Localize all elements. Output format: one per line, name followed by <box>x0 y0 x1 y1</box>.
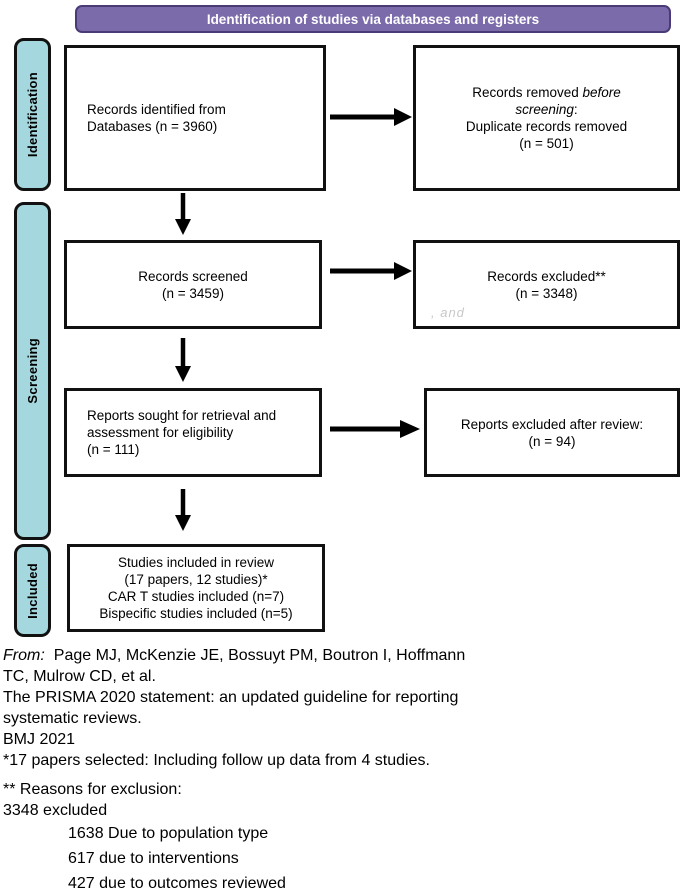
box-text-line: Records screened <box>138 268 248 284</box>
box-text-line: Studies included in review <box>117 555 275 570</box>
citation-line <box>3 645 683 666</box>
box-records-identified <box>64 45 326 191</box>
box-text-line: Duplicate records removed <box>465 119 628 134</box>
box-records-screened <box>64 240 322 329</box>
box-studies-included <box>67 544 325 632</box>
stage-label-screening-text: Screening <box>25 338 40 404</box>
box-text-line: (n = 111) <box>87 442 140 457</box>
footnote-exclusion-reason: 1638 Due to population type <box>68 825 269 842</box>
box-text-line: CAR T studies included (n=7) <box>107 589 285 604</box>
ghost-text-artifact: , and <box>431 305 465 320</box>
stage-label-identification <box>14 38 51 191</box>
box-text-line: Bispecific studies included (n=5) <box>99 606 293 621</box>
box-text-line: (17 papers, 12 studies)* <box>124 572 268 587</box>
box-text-line: Records identified from <box>87 102 226 117</box>
box-reports-sought <box>64 388 322 477</box>
box-text-line: Databases (n = 3960) <box>87 119 218 134</box>
box-records-removed <box>413 45 680 191</box>
footnote-exclusion-reason: 617 due to interventions <box>68 850 239 867</box>
box-text-line: (n = 3348) <box>515 285 578 301</box>
box-text-line: assessment for eligibility <box>87 425 234 440</box>
stage-label-included <box>14 544 51 637</box>
arrow-right-screened-to-excluded <box>330 260 414 282</box>
box-reports-excluded <box>424 388 680 477</box>
box-text-line: Records excluded** <box>487 268 606 284</box>
box-text-line: screening: <box>515 102 578 117</box>
arrow-right-sought-to-reports-excluded <box>330 418 422 440</box>
citation-line: systematic reviews. <box>3 710 142 727</box>
footnote-block <box>3 645 683 896</box>
stage-label-included-text: Included <box>25 562 40 619</box>
box-text-line: (n = 501) <box>519 136 574 151</box>
diagram-title: Identification of studies via databases and registers <box>206 11 540 27</box>
citation-line: BMJ 2021 <box>3 731 76 748</box>
arrow-down-screened-to-sought <box>172 338 194 384</box>
box-records-excluded <box>413 240 680 329</box>
footnote-papers-selected: *17 papers selected: Including follow up data from 4 studies. <box>3 752 430 769</box>
box-text-line: Reports sought for retrieval and <box>87 408 277 423</box>
footnote-excluded-total: 3348 excluded <box>3 802 108 819</box>
box-text-line: (n = 94) <box>528 433 576 449</box>
footnote-exclusion-reason: 427 due to outcomes reviewed <box>68 875 286 892</box>
arrow-down-sought-to-included <box>172 489 194 533</box>
citation-line: TC, Mulrow CD, et al. <box>3 668 156 685</box>
arrow-right-identified-to-removed <box>330 106 414 128</box>
box-text-line: Reports excluded after review: <box>460 416 644 432</box>
stage-label-identification-text: Identification <box>25 71 40 158</box>
arrow-down-identified-to-screened <box>172 193 194 237</box>
stage-label-screening <box>14 202 51 540</box>
box-text-line: (n = 3459) <box>162 285 224 301</box>
footnote-exclusion-reasons-title: ** Reasons for exclusion: <box>3 781 182 798</box>
citation-line: The PRISMA 2020 statement: an updated guideline for reporting <box>3 689 459 706</box>
diagram-title-banner <box>75 5 671 33</box>
box-text-line: Records removed before <box>472 85 621 100</box>
from-label: From: <box>3 647 45 664</box>
citation-authors: Page MJ, McKenzie JE, Bossuyt PM, Boutron I, Hoffmann <box>53 647 466 664</box>
